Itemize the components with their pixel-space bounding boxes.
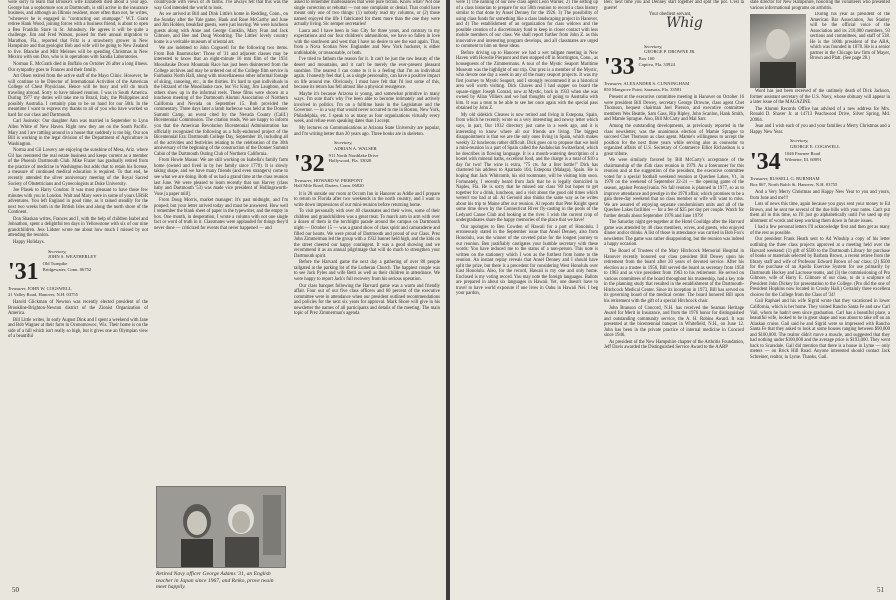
- paragraph: The Saturday night get-together at the Hotel Coolidge after the Harvard game was attended by 40 class members, wives, and guests, who enjoyed dinner and/or drinks. A list of those in attendance was carried in Bob Fox's newsletter. The game was rather disappointing, but the reunion was indeed a happy occasion.: [604, 220, 744, 248]
- treasurer-name: ALEXANDER S. CUNNINGHAM: [623, 81, 690, 87]
- secretary-label: Secretary,: [334, 140, 353, 146]
- class-year-row: [750, 151, 890, 173]
- paragraph: Jean and I wish each of you and your families a Merry Christmas and a Happy New Year.: [750, 124, 890, 135]
- right-page: [450, 0, 896, 600]
- treasurer-address: 21 Valley Road, Hanover, N.H. 03755: [8, 291, 79, 297]
- portrait-image: [750, 14, 806, 88]
- secretary-address-2: Wilmette, Ill. 60091: [784, 156, 822, 162]
- treasurer-label: Treasurer,: [294, 177, 313, 183]
- secretary-label: Secretary,: [644, 43, 663, 49]
- paragraph: To visit personally with over 40 classmates and their wives, some of their children and grandchildren was a great treat. To march arm in arm with over a dozen of them in the torchlight parade around the campus on Dartmouth night — October 15 — was a grand show of class spirit and camaraderie and filled our hearts. We were proud of Dartmouth and proud of our Class. Prez John Zimmerman led the group with a 1932 banner held high, and the kids on the street cheered our happy contingent. It was a good showing and we recommend it as an annual pilgrimage that will do much to strengthen your Dartmouth spirit.: [294, 209, 440, 259]
- paragraph: were sorry to learn that Brooke's wife Elizabeth died about a year ago. George has a sophomore son at Dartmouth, is still active in the insurance business, and although an Illinois resident, more often than not, he writes, "whenever he is engaged in "contracting out stumpage." W.T. Grant retiree Hank Wood, joining forces with a business friend, is about to open a Ben Franklin Store in St. Johnsbury. He agrees it will be quite a challenge. Jim and Fred Watson, poised for their annual migration to Marathon, Fla., reported that Fritz is a strawberry grower in New Hampshire and that geologist Bob and wife will be going to New Zealand to live. Blanche and Milt Melenes will be spending Christmas in New Mexico with son Don, who is in operations with Sandia Laboratories.: [8, 0, 148, 61]
- paragraph: Our class banquet following the Harvard game was a warm and friendly affair. Four out of our five class officers and 60 percent of the executive committee were in attendance when our president outlined recommendations and policies for the next six years for approval. Mark Shore will give in his newsletter the names of all participants and details of the meeting. The main topic of Prez Zimmerman's agenda: [294, 283, 440, 317]
- paragraph: Maybe it's because Arizona is young, and somewhat primitive in many ways. I'm sure that's why I've been able to become intimately and actively involved in politics. I'm on a fulltime basis in the Legislature and the Governor. — in a way that would never occurred to me in Boston, New York, Philadelphia, etc. I speak to as many as four organizations virtually every week, and refuse even speaking dates than I accept.: [294, 91, 440, 125]
- paragraph: My lectures on Communications at Arizona State University are popular, and I'm writing better than 20 years ago. Three books are in skeleton.: [294, 126, 440, 137]
- secretary-address-2: Hollywood, Fla. 33020: [328, 158, 372, 164]
- aba-item: [750, 12, 890, 89]
- class-year: '33: [604, 56, 635, 79]
- secretary-name: ADRIAN A. WALSER: [334, 145, 377, 151]
- secretary-address-1: Box 160: [638, 56, 655, 62]
- paragraph: And a Very Merry Christmas and Happy New Year to you and yours, from June and me!!!: [750, 190, 890, 201]
- paragraph: I had a few personal letters I'll acknowledge first and then get as many of the rest as possible.: [750, 225, 890, 236]
- paragraph: During his year as president of the American Bar Association, Jus Stanley will be the official voice of the Association and its 210,000 members, 93 sections and committees, and staff of 538. He is the 100th president of the ABA, which was founded in 1878. He is a senior partner in the Chicago law firm of Mayer, Brown and Platt. (See page 28.): [810, 12, 890, 62]
- treasurer-address: Half Mile Road, Darien, Conn. 06820: [294, 183, 364, 189]
- page-number: 51: [877, 586, 884, 594]
- paragraph: countryside with views of 36 farms. I've always felt that this was the way God intended the world to look.: [154, 0, 288, 11]
- paragraph: We were similarly favored by Bill McCarty's acceptance of the chairmanship of the 45th class reunion in 1979. As a forerunner for this reunion and at the suggestion of the president, the executive committee voted for a special football weekend reunion at Quechee Lakes, Vt., in 1978 on the weekend of September 22-24 — the opening game of the season, against Pennsylvania. No fall reunion is planned in 1977, so as to improve attendance and prestige in the 1978 affair, which promises to be a gala three-day weekend that no class member or wife will want to miss. We are assured of enjoying separate condominium units and all of the Quechee Lakes facilities — for a fee of $25 per day per couple. Watch for further details about September 1978 and June 1979!: [604, 158, 744, 219]
- secretary-name: JOHN S. WEATHERLEY: [48, 253, 97, 259]
- paragraph: We are indebted to John Cogswell for the following two items. From Bob Baumrucker: Those of '31 and adjacent classes may be interested to know that an eight-minute 16 mm film of the 1931 Moosilauke Down Mountain Race has just been disinterred from the College archives and may be ordered out of the College film service in Fairbanks North Hall, along with miscellaneous other informal footage of skiing, canoeing, etc., in the thirties. It's hard to spot individuals in the blizzard of the Moosilauke race, but Vic King, Jim Laughton, and others show up in the informal reels. These films were shown at a luncheon meeting of the Dartmouth Alumni Association of Northern California and Nevada on September 15. Bob provided the commentary. Three days later a lamb barbecue was held at the Donner Summit Camp, an event cited by the Nevada County (Calif.) Bicentennial Commission. The citation reads, We are happy to inform you that the American Revolution Bicentennial Administration has officially recognized the following as a fully-endorsed project of the Bicentennial Era: Dartmouth College Day, September 18, including all of the activities and festivities relating to the celebration of the 30th anniversary of the beginning of the construction of the Donner Summit Cabin of the Dartmouth Outing Club of Northern California.: [154, 46, 288, 157]
- left-column-2: [154, 0, 288, 232]
- paragraph: John Branson of Concord, N.H. has received the Seaman Heritage Award for Merit in Insurance, and from the 1976 honor for distinguished and outstanding community service, the A. H. Robins Award. It was presented at the bicentennial banquet in Whitefield, N.H., on June 12. John has been in the private practice of internal medicine in Concord since 1946.: [604, 305, 744, 339]
- paragraph: My old sidekick Cleaves is now retired and living in Estepona, Spain, from which he recently wrote us a very interesting and newsy letter which says, in part, Our 1932 directory just came in a week ago, and it is interesting to know where all our friends are living. The biggest disappointment is that we are the only ones living in Spain, which makes weekly 32 luncheons rather difficult. Dick goes on to propose that we hold a mini-reunion in a part of Spain called the Andalucian Switzerland, which he describes in flowing language. It is a mouth-watering description of a hostel with mineral baths, excellent food, and the charge is a total of $10 a day for two! The wine is extra, "75 cts. for a liter bottle!" Dick has chartered his address to Apartado 104, Estepona (Malaga), Spain. He is hoping that Jack Whitcomb, his old roommate, will be visiting him soon. Fortunately, I recently heard from Jack that he is legally domiciled in Naples, Fla. He is sorry that he missed our class '80 but hopes to get together for a drink, luncheon, and a visit about the good old times which weren't too bad at all. Al Gerould also thinks the same way as he writes about his trip to Maine after our reunion. Al reports that Pete Knight spent some time down by the Connecticut River fly-casting in the pools of the Ledyard Canoe Club and looking at the river. I wish the current crop of undergraduates share the happy memories of the place that we have!: [456, 112, 598, 224]
- paragraph: Art Olsen retired from the active staff of the Mayo Clinic. However, he will continue to be Director of International Activities of the American College of Chest Physicians. Hence will be busy and will do much traveling abroad. Sorry to have missed reunion. I was in South America. During 1977 my duties will take me to Brazil, Italy, the Philippines and possibly Australia. I certainly plan to be on hand for our 50th. In the meantime I want to express my thanks to all of you who have worked so hard for our class and Dartmouth.: [8, 74, 148, 118]
- paragraph: Before driving up to Hanover we had a wet tailgate meeting in New Haven with Howdie Pierpont and then stopped off in Storrington, Conn., as houseguests of the Zimmermans. A tour of the Mystic Seaport Maritime Museum was the highlight of our trip. Our prez is a member of the Mystic, who devote one day a week in any of the many seaport projects. It was my first journey to Mystic Seaport, and I strongly recommend it as a historical area well worth visiting. Dick Chaves and I had supper on board the square-rigger Joseph Conrad, now at Mystic, back in 1933 when she was owned by Allan Villiers and we had thoughts of going to Australia with him. It was a treat to be able to see her once again with the special pass obtained by John Z.: [456, 50, 598, 112]
- class-year: '34: [750, 151, 781, 174]
- treasurer-name: HOWARD W. PIERPONT: [313, 177, 363, 183]
- paragraph: Gail Raphael and his wife Sigrid wrote that they vacationed in lower California, which is her home. They visited Rancho Santa Fe and saw Carl Vail, whom he hadn't seen since graduation. Carl has a beautiful place, a beautiful wife, looked to be in great shape and was about to take off on an Alaskan cruise. Gail said he and Sigrid were so impressed with Rancho Santa Fe that they asked to look at some houses ranging between $90,000 and $100,000. The realtor didn't move a muscle, and suggested that they had nothing under $100,000 and the average price is $193,000. They went back to Scarsdale. Gail did mention that there is a house in Lyme — only meters — on Brick Hill Road. Anyone interested should contact Jack Schreiner, realtor, in Lyme. Thanks, Gail.: [750, 299, 890, 360]
- secretary-address-2: Bridgewater, Conn. 06752: [42, 266, 92, 272]
- class-1934-header: [750, 138, 890, 187]
- page-number: 50: [12, 586, 19, 594]
- paragraph: Before the Harvard game the next day a gathering of over 80 people tailgated at the parking lot of the Lutheran Church. The happiest couple was to see Jack Pyles and wife Betti as well as their children in attendance. We were happy to report Jack's full recovery from his serious operation.: [294, 260, 440, 282]
- class-1933-header: [604, 44, 744, 93]
- secretary-address-2: Captiva, Fla. 33924: [638, 61, 675, 67]
- paragraph: From Howie Mason: We are still working on Isabella's family farm home (owned and lived in by her family since 1770). It is slowly taking shape, and we have many friends (and even strangers) come to see what we are doing. Both of us had a grand time at the class reunion last June. We were pleased to learn recently that son Harvey (class baby and Dartmouth '53) was made vice president of Hollingsworth-Vose [a paper mill].: [154, 158, 288, 197]
- secretary-name: GEORGE P. DROWNE JR.: [644, 49, 696, 55]
- paragraph: Our apologies to Ben Cowden of Hawaii for a part of Honolulu. I erroneously stated in the September issue that Ansel Denney, also from Honolulu, was the winner of the coveted prize for the longest journey to our reunion. Ben justifiably castigates your humble secretary with these words: You have reduced me to the status of a non-person. This note is written on the stationery which I won as the furthest from home to the reunion. An instant replay reveals that Ansel Denney and I should have split the prize, but there is a precedent for considering West Honolulu over East Honolulu. Also, for the record, Hawaii is my one and only home. Enclosed is my voting record. You may note the foreign languages. Ballots are prepared in about six languages in Hawaii. Yet, one doesn't have to travel to have world exposure if one lives in Oahu in Hawaii Nei. I beg your pardon,: [456, 224, 598, 297]
- signature: Whig: [666, 14, 703, 31]
- secretary-address-1: 911 North Northlake Drive: [328, 152, 379, 158]
- treasurer-name: RUSSELL G. BURNHAM: [769, 176, 820, 182]
- photo-caption: Retired Navy officer George Adams '31, an English teacher in Japan since 1967, and Reiko, prove twain meet happily.: [156, 571, 274, 591]
- paragraph: I've tried to fathom the reason for it. It can't be just the raw beauty of the desert and mountains, and it can't be merely the ever-present pleasant sunshine. The nearest I can come to it is a feeling that I'm an individual again. I honestly feel that I, as a single personality, can have a positive impact on life around me. Obviously, I must have felt that I'd lost some of this, because its return has fell almost like a physical resurgence.: [294, 57, 440, 91]
- secretary-address-1: Old Turnpike: [42, 261, 68, 267]
- paragraph: Carl Josinsky: Our daughter Ann was married in September to Lynn Allen White of New Haven. Right now they are on the South Pacific. Mary and I are rattling around in a house that suddenly is too big. Our son Bill is working in the legal division of the Department of Agriculture in Washington.: [8, 119, 148, 147]
- class-1931-header: [8, 249, 148, 298]
- treasurer-label: Treasurer,: [604, 81, 623, 87]
- paragraph: As we arrived at Bill and Dink Little's home in Redding, Conn., on the Sunday after the Yale game, Hank and Rose McCarthy and June and Jim Holden, breakfast guests, were just leaving. We were luncheon guests along with Anne and George Conklin, Mary Fran and Jack Gilmore, and Bee and Doug Woodring. The Littles' lovely country home is a veritable museum of oriental art.: [154, 12, 288, 45]
- paragraph: Our president Frank Heath sent to Ad Winship a copy of his letter outlining the three class projects approved at a meeting held over the Harvard weekend: (1) gift of $500 to the Dartmouth Library for purchase of books or materials selected by Barbara Brown, a recent retiree from the library staff and wife of Professor Edward Brown of our class; (2) $500 for the purchase of an Apollo Exercise System for use primarily by Dartmouth Hockey and Lacrosse teams, and (3) the commissioning of Pro Gilmore, wife of Harry E. Gilmore of our class, to do a sculpture of President John Dickey for presentation to the College. (Pro did the one of President Hopkins now located in Crosby Hall.) Certainly three excellent choices for the College from the Class of '34!: [750, 237, 890, 298]
- left-column-3: [294, 0, 440, 318]
- secretary-address-1: 1046 Pawnee Road: [784, 151, 821, 157]
- right-column-2: [604, 0, 744, 352]
- treasurer-label: Treasurer,: [8, 286, 27, 292]
- class-year: '31: [8, 261, 39, 284]
- paragraph: Don Shaskan writes, Frances and I, with the help of children Isabel and Johnathon, spent a delightful ten days in Yellowstone with six of our nine grandchildren. Jess Lidster wrote me about how much I missed by not attending the reunion.: [8, 216, 148, 239]
- paragraph: It is 28 outside our room at Occom Inn in Hanover as Addie and I prepare to return to Florida after two weekends in the north country, and I want to write down impressions of our mini-reunion before returning home.: [294, 191, 440, 208]
- treasurer-name: JOHN W. COGSWELL: [27, 286, 72, 292]
- secretary-label: Secretary,: [790, 138, 809, 144]
- paragraph: As president of the New Hampshire chapter of the Arthritis Foundation, Jeff Davis awarded the Distinguished Service Award to the AARP: [604, 339, 744, 351]
- right-column-1: [456, 0, 598, 298]
- paragraph: state director for New Hampshire, honoring the volunteers who presented various informational programs on arthritis.: [750, 0, 890, 11]
- couple-photo: [156, 486, 286, 568]
- paragraph: From Doug Morris, market manager: It's past midnight, and I'm pooped; but your letter arrived today and must be answered. How well I remember the blank sheet of paper in the typewriter, and the empty in box. One month, in desperation, I wrote a column with not one single fact or word of truth in it. Classmates were applauded for things they'd never done — criticized for events that never happened — and: [154, 198, 288, 231]
- paragraph: Lots of news this time, again because you guys sent your money to Ed Brown, and he sent me several of the due bills with your notes. Can't put them all in this time, so I'll just go alphabetically until I've used up my allotment of words and keep working them down in future issues.: [750, 202, 890, 224]
- paragraph: Norman E. McGrath died in Buffalo on October 26 after a long illness. Our sympathy goes to Frances and their family.: [8, 62, 148, 73]
- paragraph: Ben; next time you and Denney start together and split the pot. C'est la guerre!: [604, 0, 744, 11]
- paragraph: Among the outstanding developments, as previously reported in the class newsletter, was the unanimous election of Mamie Sprague to succeed Chet Thomson as class agent. Mamie's willingness to accept the position for the next three years while serving also as counselor to organized affairs of U.S. Secretary of Commerce Elliot Richardson is a great tribute.: [604, 124, 744, 157]
- secretary-name: GEORGE E. COGSWELL: [790, 143, 840, 149]
- paragraph: Your obedient servant,: [649, 12, 692, 18]
- right-column-3: [750, 0, 890, 362]
- paragraph: Present at the executive committee meeting in Hanover on October 16 were president Bill Dewey, secretary George Drowne, class agent Chet Thomson, bequest chairman Joel Pierson, and executive committee members Wes Beattie, Sam Gass, Rip Ripley, John Scanlon, Hank Smith, and Mamie Sprague. Also, Bill McCarty and Mal Sarr.: [604, 95, 744, 123]
- paragraph: Norma and Gil Lowery are enjoying the sunshine of Mesa, Ariz. where Gil has reentered the real estate business and keeps current as a member of the Phoenix Dartmouth Club. Mike Frazer has gradually retired from the practice of medicine in Washington but adds that to retain his license, a measure of continued medical education is required. To that end, he recently attended the silver anniversary meeting of the Royal Sacred Society of Obstetricians and Gynecologists at Duke University.: [8, 148, 148, 187]
- couple-photo-image: [157, 487, 285, 567]
- paragraph: Harold Glickman of Newton was recently elected president of the Brookline-Brighton-Newton district of the Zionist Organization of America.: [8, 300, 148, 317]
- paragraph: were 1) The naming of our new class agent Leon Warner, 2) The setting up of a class historian to prepare for our 50th reunion to record a class history similar to that done by Ansel Denney for the 1926. 3) The possibility of using class funds for something like a class landscaping project in Hanover, and 4) The establishment of an organization for class widows and the possible creation of a discretionary fund to keep in closer contact with less mobile members of our class. We shall report further from John Z. as this innovative and interesting program develops, and all classmates are urged to comment to him on these ideas.: [456, 0, 598, 50]
- treasurer-address: Box 867, North Balch St. Hanover, N.H. 03755: [750, 181, 838, 187]
- paragraph: Happy Holidays.: [13, 239, 45, 245]
- paragraph: Bill Little writes, In early August Dink and I spent a weekend with Jane and Bob Wagner at their farm in Oconomowoc, Wis. Their home is on the side of a hill which isn't really so high, but it gives one an Olympian view of a beautiful: [8, 317, 148, 340]
- treasurer-label: Treasurer,: [750, 176, 769, 182]
- paragraph: Laura and I have been in Sun City for three years, and contrary to my expectations and our four children's admonitions, we have so fallen in love with the southwest and west that I have no desire to see the east again. That, from a Nova Scotian New Englander and New York huckster, is either unthinkable, or treasonable, or both.: [294, 28, 440, 56]
- class-year-row: [294, 153, 440, 175]
- paragraph: The Alumni Records Office has advised of a new address for Mrs. Ronald D. Shaver Jr. at 14713 Peachwood Drive, Silver Spring, Md. 20904.: [750, 106, 890, 123]
- left-column-1: [8, 0, 148, 341]
- secretary-label: Secretary,: [48, 248, 67, 254]
- treasurer-address: 850 Mangrove Point, Sarasota, Fla. 33581: [604, 86, 682, 92]
- portrait-photo: [750, 14, 806, 88]
- class-1932-header: [294, 140, 440, 189]
- paragraph: The Board of Trustees of the Mary Hitchcock Memorial Hospital in Hanover recently honored our class president Bill Dewey upon his retirement from the board after 20 years of devoted service. After his election as a trustee in 1956, Bill served the board as secretary from 1958 to 1963 and as vice president from 1963 to his retirement. He served on various committees of the board throughout his trusteeship, had a key role in the planning study that resulted in the establishment of the Dartmouth-Hitchcock Medical Center. Since its inception in 1973, Bill has served on its governing board of the medical center. The board honored Bill upon his retirement with the gift of a special Hitchcock chair.: [604, 249, 744, 304]
- paragraph: Joe Plasek to Harry Condon: It was most pleasant to have those few minutes with you in London. Walt and Mary were in some of yours URSR adventures. You left England in good time, as it rained steadily for the next two weeks both in the British Isles and along the north shore of the Continent.: [8, 188, 148, 216]
- paragraph: Word has just been received of the untimely death of Dick Jackson, former assistant secretary of the U.S. Navy, whose obituary will appear in a later issue of the MAGAZINE.: [750, 89, 890, 106]
- left-page: [0, 0, 446, 600]
- class-year-row: [8, 261, 148, 283]
- class-year-row: [604, 56, 744, 78]
- class-year: '32: [294, 152, 325, 175]
- paragraph: asked to remember malfeasances that were pure fiction. Know what? Not one single correction or rebuttal — not one complaint or denial. That could have meant only one of two things: (1) nobody read my columns, or (2) those named enjoyed the life I fabricated for them more than the one they were actually living. Sic semper secretaries!: [294, 0, 440, 28]
